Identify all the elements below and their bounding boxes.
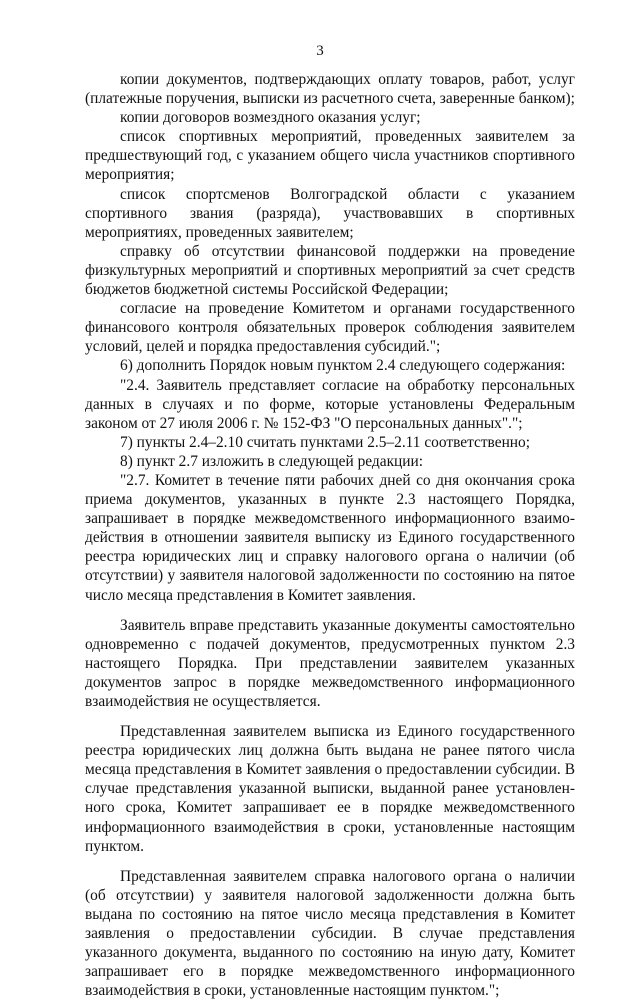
paragraph-audit-consent: согласие на проведение Комитетом и органами государственного финансового контроля обязательных проверок соблюдения заявителем условий, целей и порядка предоставления субсидий."; (85, 300, 575, 356)
document-body (85, 70, 575, 1000)
paragraph-registry-extract: Представленная заявителем выписка из Единого государственного реестра юридических лиц должна быть выдана не ранее пятого числа месяца представления в Комитет заявления о предоставлении субсидии. В случае представления указанной выписки, выданной ранее установленного срока, Комитет запрашивает ее в порядке межведомственного информационного взаимодействия в сроки, установленные настоящим пунктом. (85, 723, 575, 855)
paragraph-clause-2-7: "2.7. Комитет в течение пяти рабочих дней со дня окончания срока приема документов, указанных в пункте 2.3 настоящего Порядка, запрашивает в порядке межведомственного информационного взаимодействия в отношении заявителя выписку из Единого государственного реестра юридических лиц и справку налогового органа о наличии (об отсутствии) у заявителя налоговой задолженности по состоянию на пятое число месяца представления в Комитет заявления. (85, 471, 575, 604)
page-number: 3 (316, 43, 324, 59)
paragraph-applicant-may-submit: Заявитель вправе представить указанные документы самостоятельно одновременно с подачей документов, предусмотренных пунктом 2.3 настоящего Порядка. При представлении заявителем указанных документов запрос в порядке межведомственного информационного взаимодействия не осуществляется. (85, 616, 575, 710)
paragraph-athletes-list: список спортсменов Волгоградской области с указанием спортивного звания (разряда), участвовавших в спортивных мероприятиях, проведенных заявителем; (85, 185, 575, 241)
paragraph-item-7: 7) пункты 2.4–2.10 считать пунктами 2.5–2.11 соответственно; (120, 433, 531, 451)
paragraph-item-6: 6) дополнить Порядок новым пунктом 2.4 следующего содержания: (120, 357, 566, 375)
paragraph-service-contracts: копии договоров возмездного оказания услуг; (120, 109, 421, 127)
paragraph-item-8: 8) пункт 2.7 изложить в следующей редакции: (120, 452, 424, 470)
paragraph-sports-events-list: список спортивных мероприятий, проведенных заявителем за предшествующий год, с указанием общего числа участников спортивного мероприятия; (85, 128, 575, 184)
paragraph-clause-2-4: "2.4. Заявитель представляет согласие на обработку персональных данных в случаях и по форме, которые установлены Федеральным законом от 27 июля 2006 г. № 152-ФЗ "О персональных данных"."; (85, 376, 575, 432)
paragraph-payment-copies: копии документов, подтверждающих оплату товаров, работ, услуг (платежные поручения, выписки из расчетного счета, заверенные банком); (85, 71, 575, 108)
paragraph-tax-certificate: Представленная заявителем справка налогового органа о наличии (об отсутствии) у заявителя налоговой задолженности должна быть выдана по состоянию на пятое число месяца представления в Комитет заявления о предоставлении субсидии. В случае представления указанного документа, выданного по состоянию на иную дату, Комитет запрашивает его в порядке межведомственного информационного взаимодействия в сроки, установленные настоящим пунктом."; (85, 867, 575, 1000)
paragraph-no-financial-support: справку об отсутствии финансовой поддержки на проведение физкультурных мероприятий и спортивных мероприятий за счет средств бюджетов бюджетной системы Российской Федерации; (85, 242, 575, 299)
